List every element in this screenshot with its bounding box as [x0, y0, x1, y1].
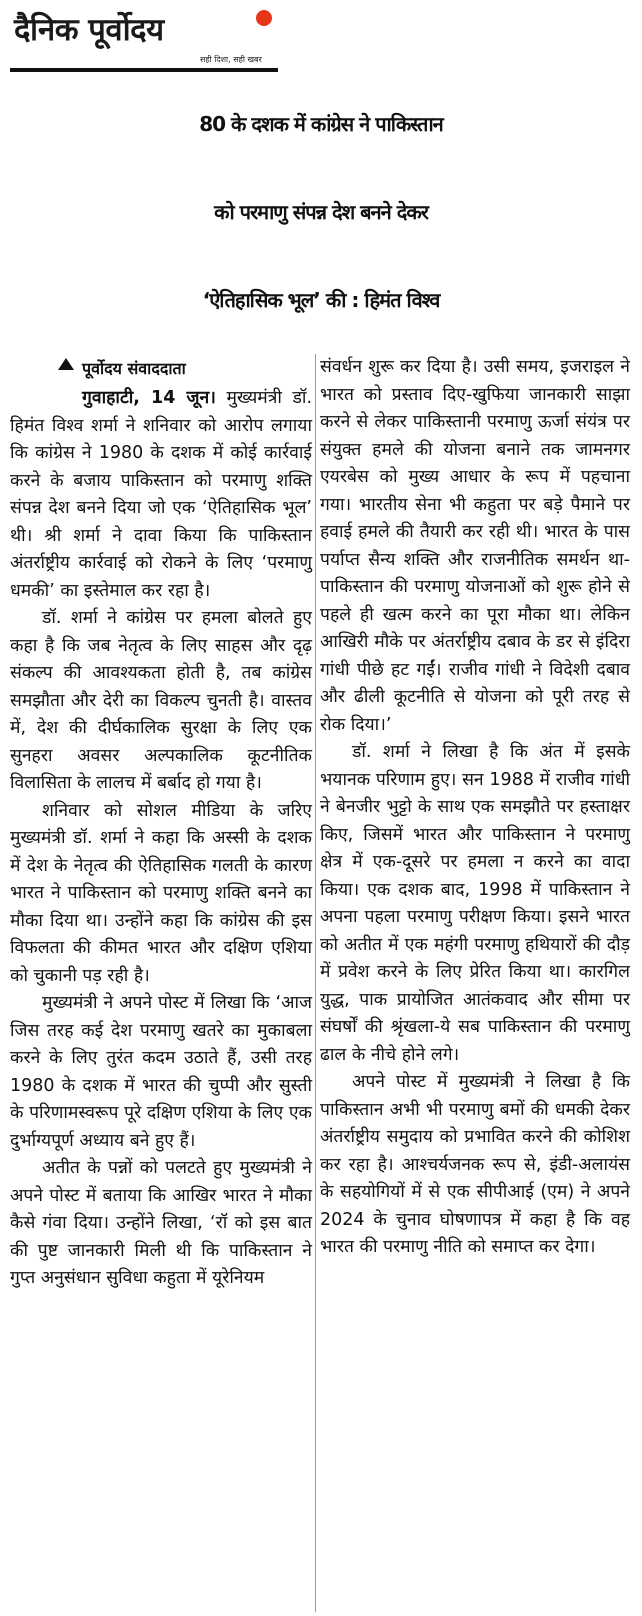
article-paragraph — [10, 385, 312, 605]
paragraph-text: मुख्यमंत्री डॉ. हिमंत विश्व शर्मा ने शनिवार को आरोप लगाया कि कांग्रेस ने 1980 के दशक में कोई कार्रवाई करने के बजाय पाकिस्तान को परमाणु शक्ति संपन्न देश बनने दिया जो एक ‘ऐतिहासिक भूल’ थी। श्री शर्मा ने दावा किया कि पाकिस्तान अंतर्राष्ट्रीय कार्रवाई को रोकने के लिए ‘परमाणु धमकी’ का इस्तेमाल कर रहा है। — [10, 388, 313, 601]
byline: पूर्वोदय संवाददाता — [82, 359, 186, 378]
article-column-2 — [320, 354, 630, 1262]
article-paragraph: अतीत के पन्नों को पलटते हुए मुख्यमंत्री ने अपने पोस्ट में बताया कि आखिर भारत ने मौका कैसे गंवा दिया। उन्होंने लिखा, ‘रॉ को इस बात की पुष्ट जानकारी मिली थी कि पाकिस्तान ने गुप्त अनुसंधान सुविधा कहुता में यूरेनियम — [10, 1158, 312, 1288]
article-paragraph: डॉ. शर्मा ने लिखा है कि अंत में इसके भयानक परिणाम हुए। सन 1988 में राजीव गांधी ने बेनजीर भुट्टो के साथ एक समझौते पर हस्ताक्षर किए, जिसमें भारत और पाकिस्तान ने परमाणु क्षेत्र में एक-दूसरे पर हमला न करने का वादा किया। एक दशक बाद, 1998 में पाकिस्तान ने अपना पहला परमाणु परीक्षण किया। इसने भारत को अतीत में एक महंगी परमाणु हथियारों की दौड़ में प्रवेश करने के लिए प्रेरित किया था। कारगिल युद्ध, पाक प्रायोजित आतंकवाद और सीमा पर संघर्षों की श्रृंखला-ये सब पाकिस्तान की परमाणु ढाल के नीचे होने लगे। — [320, 742, 630, 1065]
masthead — [0, 0, 642, 84]
article-paragraph: मुख्यमंत्री ने अपने पोस्ट में लिखा कि ‘आज जिस तरह कई देश परमाणु खतरे का मुकाबला करने के लिए तुरंत कदम उठाते हैं, उसी तरह 1980 के दशक में भारत की चुप्पी और सुस्ती के परिणामस्वरूप पूरे दक्षिण एशिया के लिए एक दुर्भाग्यपूर्ण अध्याय बने हुए हैं। — [10, 993, 312, 1151]
article-paragraph: संवर्धन शुरू कर दिया है। उसी समय, इजराइल ने भारत को प्रस्ताव दिए-खुफिया जानकारी साझा करने से लेकर पाकिस्तानी परमाणु ऊर्जा संयंत्र पर संयुक्त हमले की योजना बनाने तक जामनगर एयरबेस को मुख्य आधार के रूप में पहचाना गया। भारतीय सेना भी कहुता पर बड़े पैमाने पर हवाई हमले की तैयारी कर रही थी। भारत के पास पर्याप्त सैन्य शक्ति और राजनीतिक समर्थन था-पाकिस्तान की परमाणु योजनाओं को शुरू होने से पहले ही खत्म करने का पूरा मौका था। लेकिन आखिरी मौके पर अंतर्राष्ट्रीय दबाव के डर से इंदिरा गांधी पीछे हट गईं। राजीव गांधी ने विदेशी दबाव और ढीली कूटनीति से योजना को पूरी तरह से रोक दिया।’ — [320, 357, 630, 735]
column-divider — [315, 354, 316, 1612]
headline-line-2: को परमाणु संपन्न देश बनने देकर — [214, 200, 428, 224]
newspaper-tagline: सही दिशा, सही खबर — [200, 55, 262, 64]
masthead-rule — [10, 68, 278, 72]
article-paragraph: शनिवार को सोशल मीडिया के जरिए मुख्यमंत्री डॉ. शर्मा ने कहा कि अस्सी के दशक में देश के नेतृत्व की ऐतिहासिक गलती के कारण भारत ने पाकिस्तान को परमाणु शक्ति बनने का मौका दिया था। उन्होंने कहा कि कांग्रेस की इस विफलता की कीमत भारत और दक्षिण एशिया को चुकानी पड़ रही है। — [10, 800, 312, 986]
article-paragraph: डॉ. शर्मा ने कांग्रेस पर हमला बोलते हुए कहा है कि जब नेतृत्व के लिए साहस और दृढ़ संकल्प की आवश्यकता होती है, तब कांग्रेस समझौता और देरी का विकल्प चुनती है। वास्तव में, देश की दीर्घकालिक सुरक्षा के लिए एक सुनहरा अवसर अल्पकालिक कूटनीतिक विलासिता के लालच में बर्बाद हो गया है। — [10, 608, 312, 793]
headline-line-3: ‘ऐतिहासिक भूल’ की : हिमंत विश्व — [202, 288, 440, 312]
article-column-1 — [10, 385, 312, 1293]
dateline: गुवाहाटी, 14 जून। — [82, 388, 216, 408]
article-paragraph: अपने पोस्ट में मुख्यमंत्री ने लिखा है कि पाकिस्तान अभी भी परमाणु बमों की धमकी देकर अंतर्राष्ट्रीय समुदाय को प्रभावित करने की कोशिश कर रहा है। आश्चर्यजनक रूप से, इंडी-अलायंस के सहयोगियों में से एक सीपीआई (एम) ने अपने 2024 के चुनाव घोषणापत्र में कहा है कि वह भारत की परमाणु नीति को समाप्त कर देगा। — [320, 1072, 630, 1257]
byline-arrow-icon — [58, 358, 74, 370]
sun-logo-icon — [256, 10, 272, 26]
headline-line-1: 80 के दशक में कांग्रेस ने पाकिस्तान — [199, 112, 443, 136]
newspaper-name: दैनिक पूर्वोदय — [14, 12, 164, 48]
